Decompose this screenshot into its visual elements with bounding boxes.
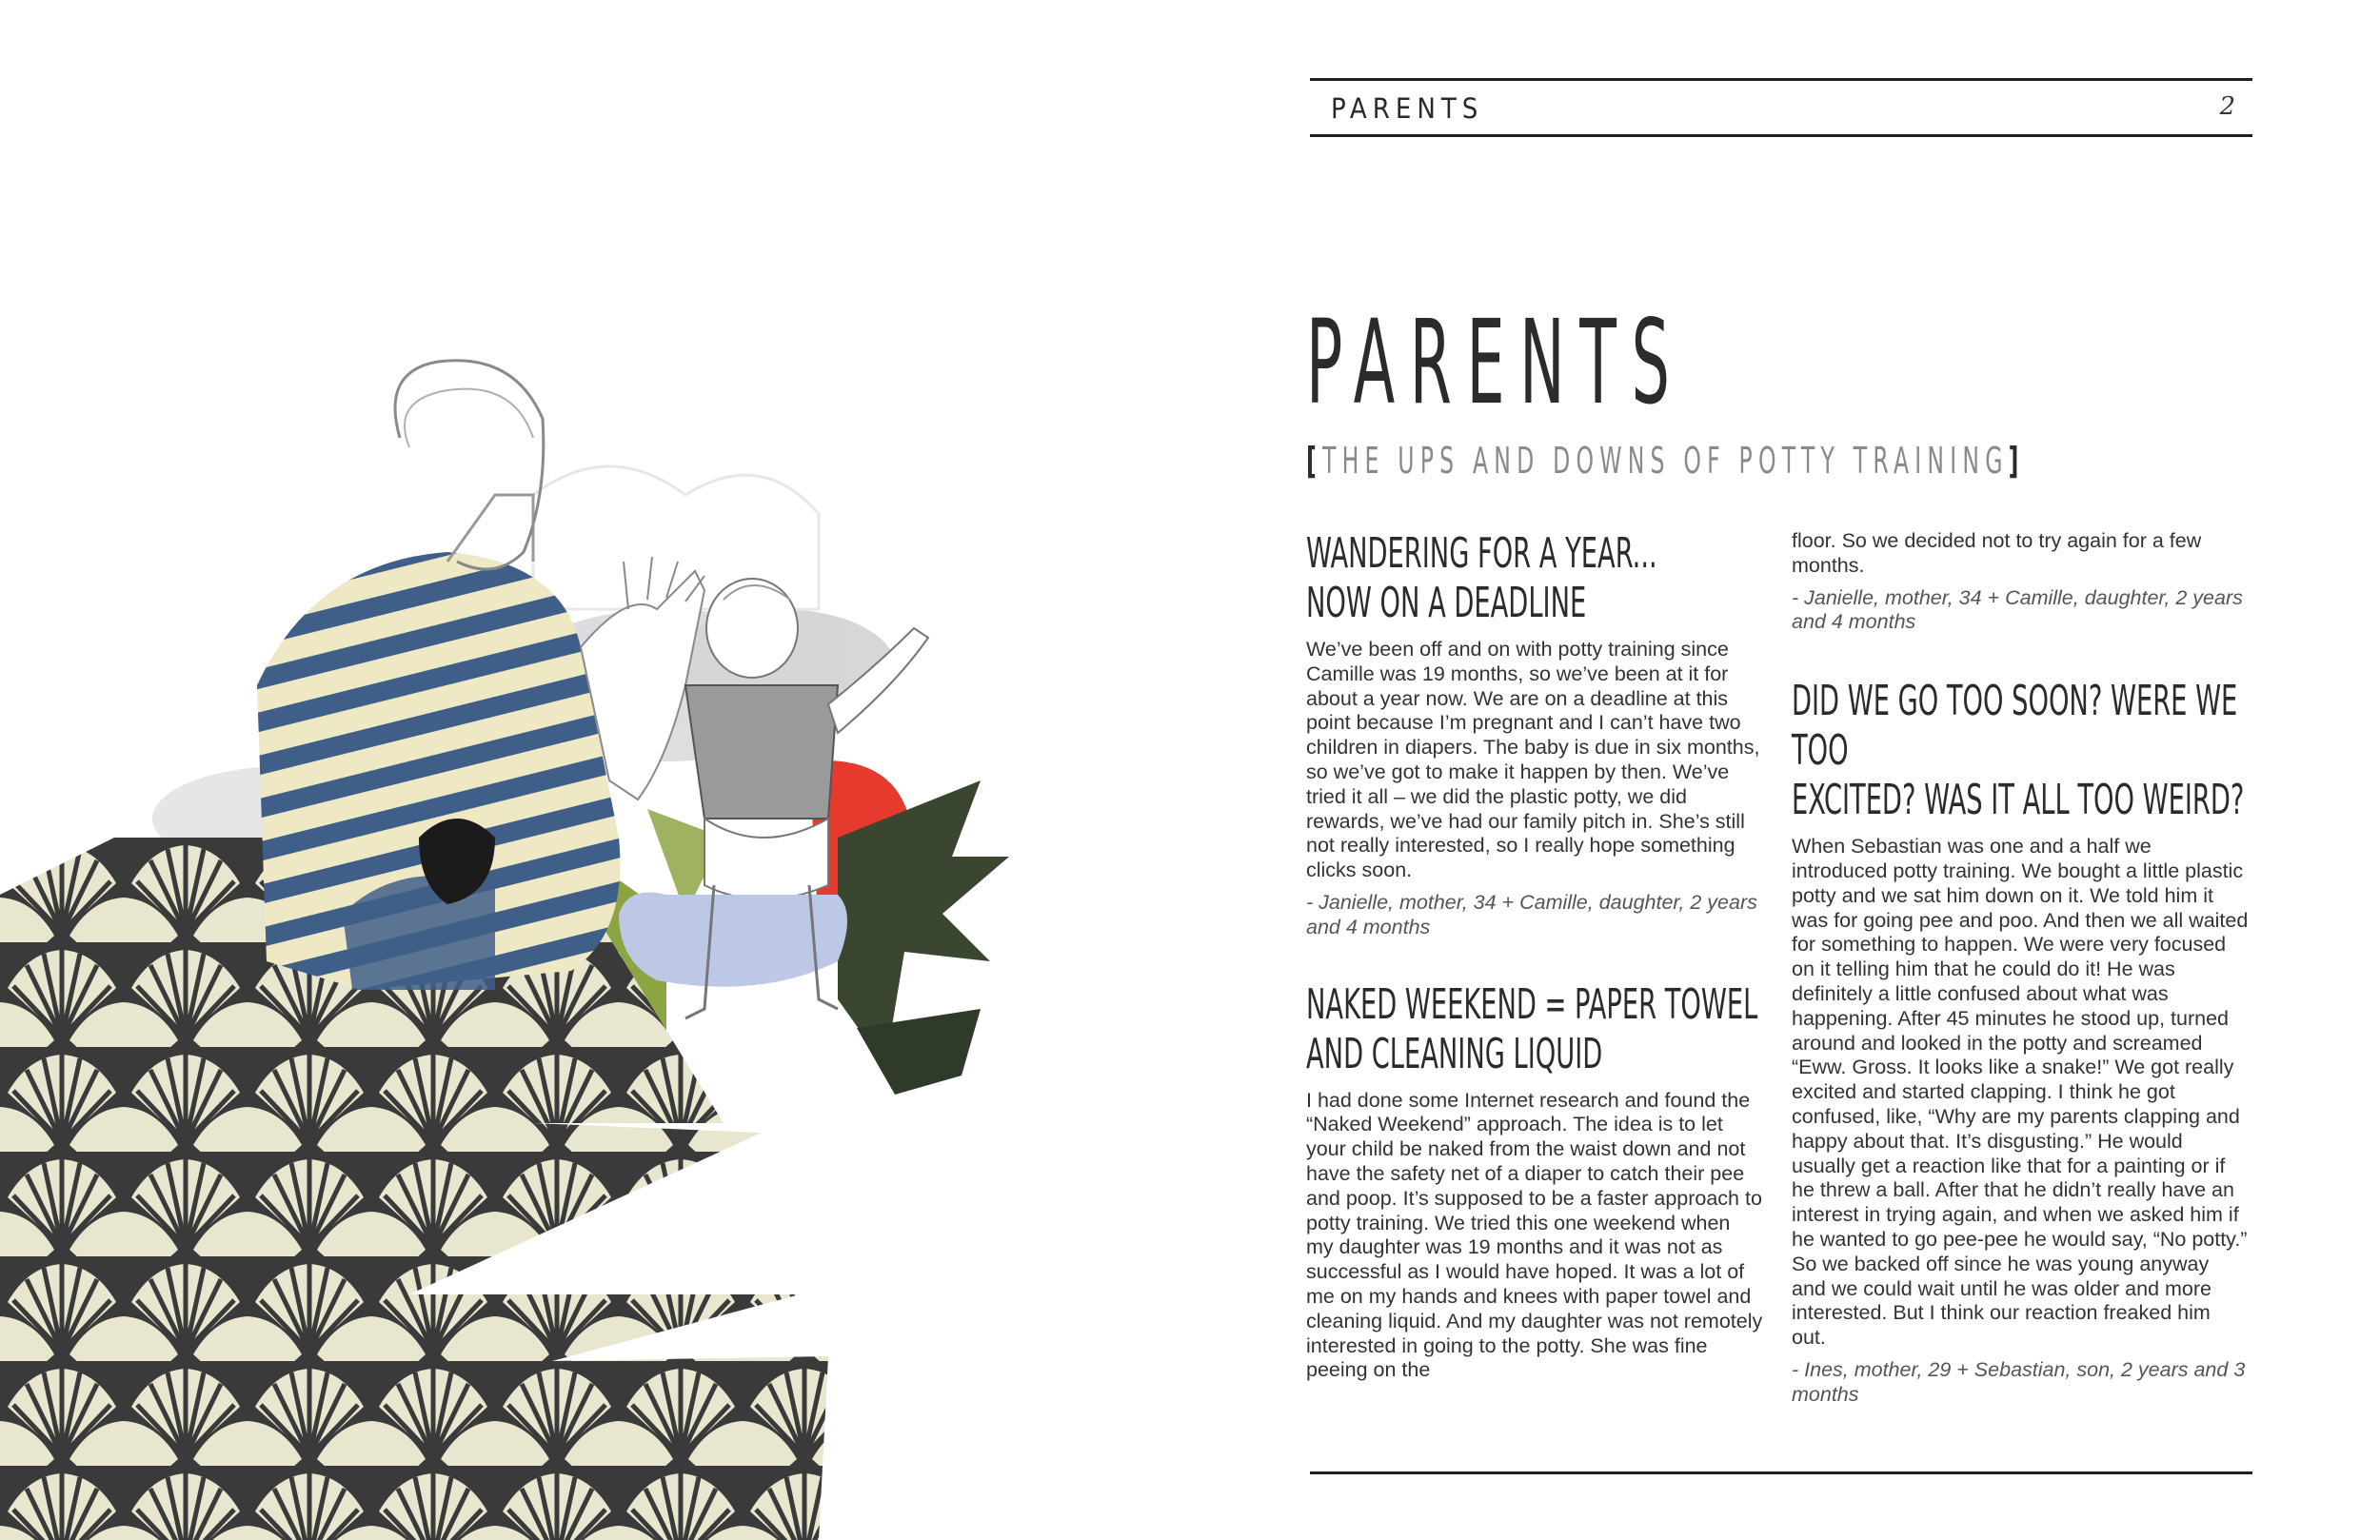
running-header-bar (1310, 78, 2252, 137)
running-head-title: PARENTS (1331, 92, 1484, 125)
subtitle-close-bracket: ] (2008, 440, 2025, 482)
heading-line: NAKED WEEKEND = PAPER TOWEL (1306, 979, 1758, 1029)
subtitle-text: THE UPS AND DOWNS OF POTTY TRAINING (1321, 440, 2009, 482)
heading-line: NOW ON A DEADLINE (1306, 579, 1587, 627)
story-heading-naked-weekend (1306, 980, 1767, 1079)
story-body-too-soon: When Sebastian was one and a half we introduced potty training. We bought a little plastic potty and we sat him down on it. We told him it was for going pee and poo. And then we all waited for something to happen. We were very focused on it telling him that he could do it! He was definitely a little confused about what was happening. After 45 minutes he stood up, turned around and looked in the potty and screamed “Eww. Gross. It looks like a snake!” We got really excited and started clapping. I think he got confused, like, “Why are my parents clapping and happy about that. It’s disgusting.” He would usually get a reaction like that for a painting or if he threw a ball. After that he didn’t really have an interest in trying again, and when we asked him if he wanted to go pee-pee he would say, “No potty.” So we backed off since he was young anyway and we could wait until he was older and more interested. But I think our reaction freaked him out. (1792, 835, 2249, 1350)
story-body-naked-weekend: I had done some Internet research and found the “Naked Weekend” approach. The idea is to let your child be naked from the waist down and not have the safety net of a diaper to catch their pee and poop. It’s supposed to be a faster approach to potty training. We tried this one weekend when my daughter was 19 months and it was not as successful as I would have hoped. It was a lot of me on my hands and knees with paper towel and cleaning liquid. And my daughter was not remotely interested in going to the potty. She was fine peeing on the (1306, 1088, 1763, 1382)
page-subtitle (1306, 440, 2025, 482)
story-attribution-too-soon: - Ines, mother, 29 + Sebastian, son, 2 years and 3 months (1792, 1357, 2246, 1406)
heading-line: EXCITED? WAS IT ALL TOO WEIRD? (1792, 776, 2245, 825)
story-attribution-deadline: - Janielle, mother, 34 + Camille, daughter, 2 years and 4 months (1306, 890, 1757, 938)
story-attribution-naked-weekend: - Janielle, mother, 34 + Camille, daughter, 2 years and 4 months (1792, 585, 2243, 634)
story-body-deadline: We’ve been off and on with potty training since Camille was 19 months, so we’ve been at it for about a year now. We are on a deadline at this point because I’m pregnant and I can’t have two children in diapers. The baby is due in six months, so we’ve got to make it happen by then. We’ve tried it all – we did the plastic potty, we did rewards, we’ve had our family pitch in. She’s still not really interested, so I really hope something clicks soon. (1306, 638, 1760, 882)
text-column-left (1306, 529, 1763, 1383)
heading-line: AND CLEANING LIQUID (1306, 1029, 1603, 1078)
page-title: PARENTS (1306, 295, 1685, 430)
story-body-naked-weekend-continued: floor. So we decided not to try again for a few months. (1792, 529, 2202, 577)
heading-line: WANDERING FOR A YEAR... (1306, 529, 1657, 578)
text-column-right (1792, 529, 2249, 1408)
story-heading-too-soon (1792, 677, 2252, 825)
heading-line: DID WE GO TOO SOON? WERE WE TOO (1792, 677, 2238, 776)
subtitle-open-bracket: [ (1306, 440, 1322, 482)
page-number: 2 (2219, 92, 2235, 121)
story-heading-deadline (1306, 529, 1767, 628)
footer-rule (1310, 1471, 2252, 1474)
